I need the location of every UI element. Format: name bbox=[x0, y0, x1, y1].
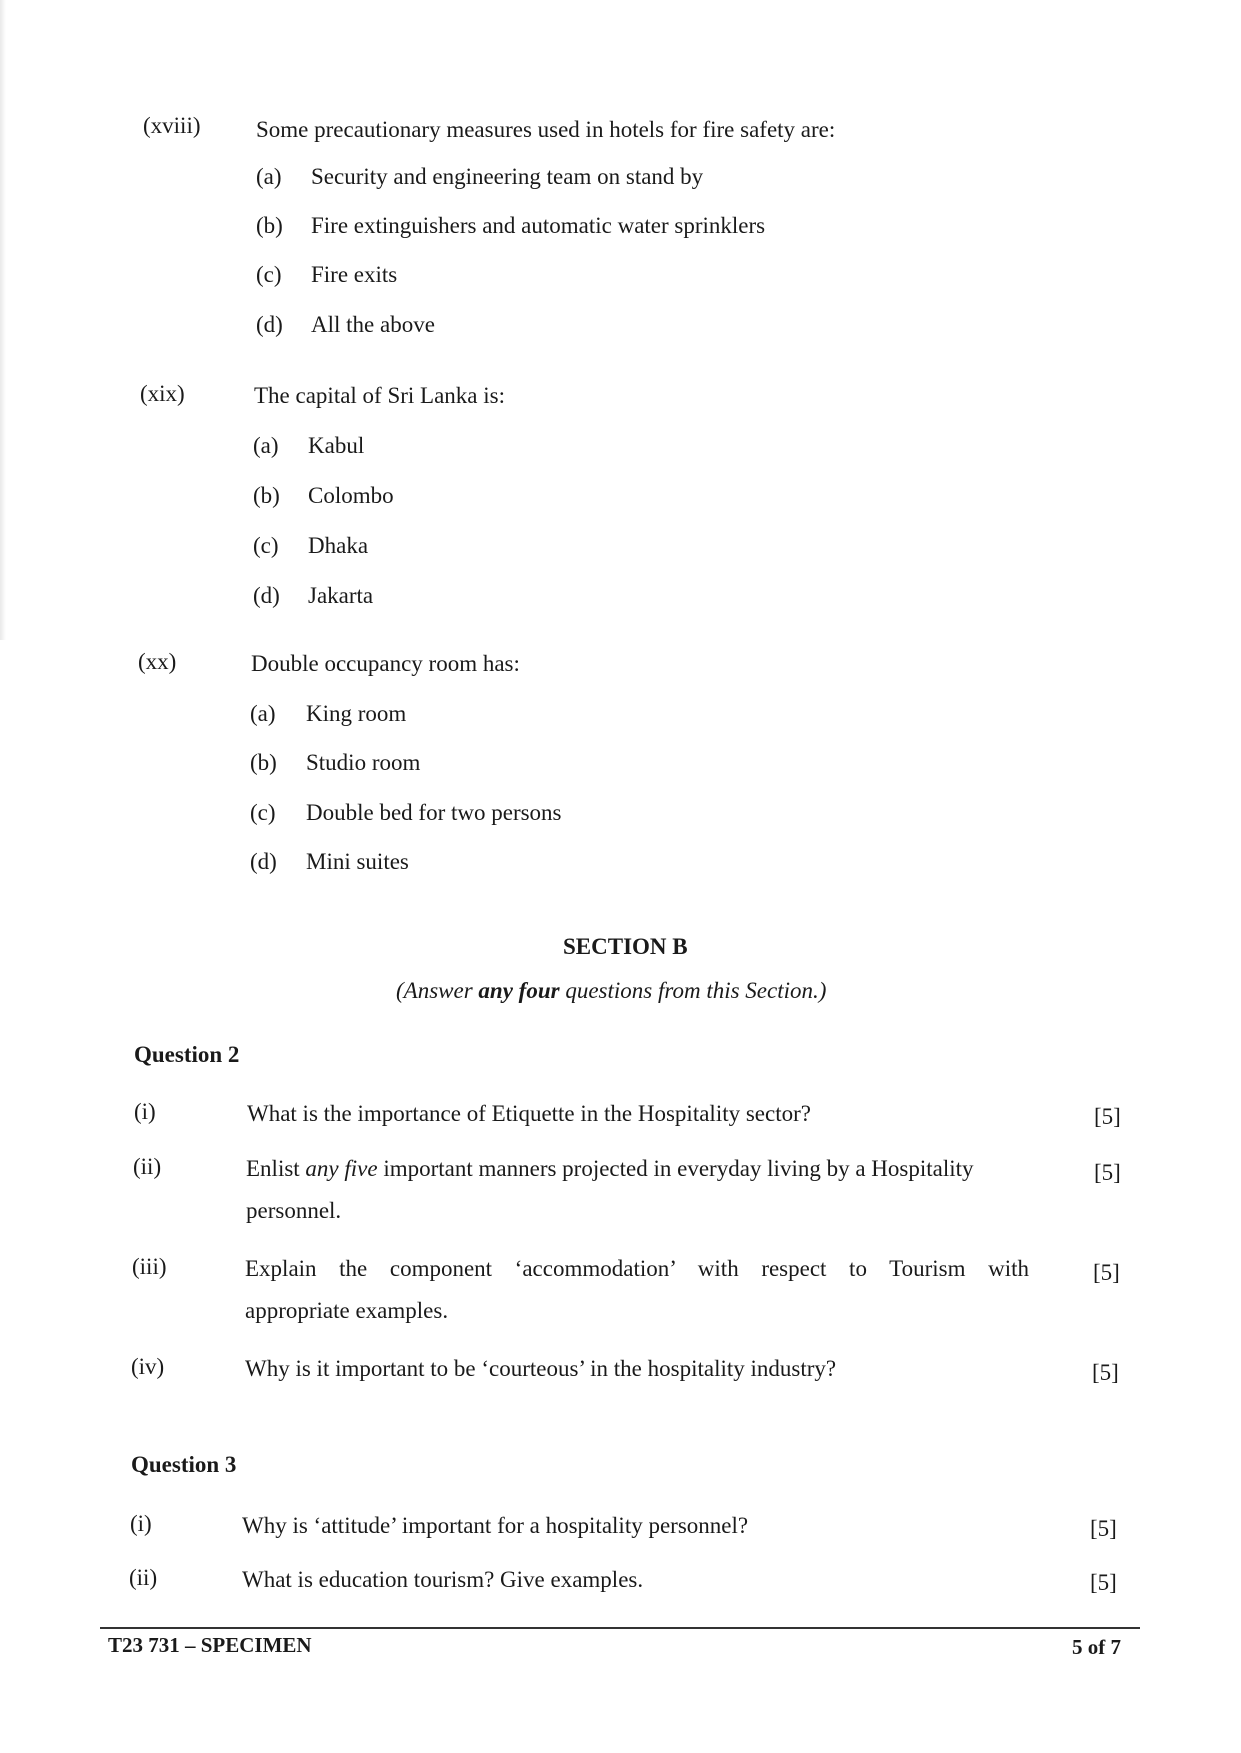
mcq-question: Double occupancy room has: bbox=[251, 651, 520, 676]
sub-question-text: Why is it important to be ‘courteous’ in the hospitality industry? bbox=[245, 1356, 837, 1381]
mcq-option-letter: (a) bbox=[256, 164, 282, 189]
mcq-option-text: Dhaka bbox=[308, 533, 369, 558]
mcq-option-letter: (b) bbox=[250, 750, 277, 775]
sub-question-number: (ii) bbox=[129, 1565, 158, 1590]
section-title: SECTION B bbox=[563, 934, 688, 959]
marks: [5] bbox=[1090, 1570, 1117, 1595]
mcq-question: Some precautionary measures used in hotels for fire safety are: bbox=[256, 117, 836, 142]
marks: [5] bbox=[1090, 1516, 1117, 1541]
mcq-option-text: Jakarta bbox=[308, 583, 374, 608]
sub-question-continuation: appropriate examples. bbox=[245, 1298, 449, 1323]
mcq-option-text: Mini suites bbox=[306, 849, 409, 874]
mcq-number: (xviii) bbox=[143, 113, 201, 138]
mcq-option-letter: (b) bbox=[253, 483, 280, 508]
mcq-question: The capital of Sri Lanka is: bbox=[254, 383, 506, 408]
sub-question-number: (iv) bbox=[131, 1354, 165, 1379]
sub-question-text: What is education tourism? Give examples. bbox=[242, 1567, 644, 1592]
sub-question-number: (iii) bbox=[132, 1254, 167, 1279]
mcq-option-letter: (b) bbox=[256, 213, 283, 238]
question-heading: Question 2 bbox=[134, 1042, 240, 1067]
paper-code: T23 731 – SPECIMEN bbox=[108, 1633, 312, 1657]
sub-question-text: Why is ‘attitude’ important for a hospitality personnel? bbox=[242, 1513, 749, 1538]
mcq-option-text: Fire extinguishers and automatic water sprinklers bbox=[311, 213, 766, 238]
sub-question-text: Enlist any five important manners projected in everyday living by a Hospitality bbox=[246, 1156, 974, 1181]
mcq-number: (xx) bbox=[138, 649, 177, 674]
sub-question-number: (i) bbox=[130, 1511, 152, 1536]
mcq-option-letter: (d) bbox=[250, 849, 277, 874]
mcq-option-text: Colombo bbox=[308, 483, 394, 508]
mcq-option-letter: (c) bbox=[250, 800, 276, 825]
sub-question-number: (ii) bbox=[133, 1154, 162, 1179]
question-heading: Question 3 bbox=[131, 1452, 237, 1477]
mcq-option-letter: (d) bbox=[256, 312, 283, 337]
sub-question-text: What is the importance of Etiquette in the Hospitality sector? bbox=[247, 1101, 811, 1126]
mcq-option-text: All the above bbox=[311, 312, 435, 337]
mcq-option-text: Studio room bbox=[306, 750, 421, 775]
marks: [5] bbox=[1094, 1104, 1121, 1129]
mcq-option-text: Kabul bbox=[308, 433, 365, 458]
mcq-option-letter: (a) bbox=[250, 701, 276, 726]
mcq-option-letter: (a) bbox=[253, 433, 279, 458]
sub-question-text: Explain the component ‘accommodation’ with respect to Tourism with bbox=[245, 1256, 1029, 1281]
mcq-option-text: King room bbox=[306, 701, 407, 726]
mcq-option-letter: (c) bbox=[256, 262, 282, 287]
scan-edge-shadow bbox=[0, 0, 6, 640]
mcq-number: (xix) bbox=[140, 381, 185, 406]
marks: [5] bbox=[1094, 1160, 1121, 1185]
marks: [5] bbox=[1093, 1260, 1120, 1285]
section-instruction: (Answer any four questions from this Section.) bbox=[396, 978, 827, 1003]
mcq-option-text: Fire exits bbox=[311, 262, 398, 287]
marks: [5] bbox=[1092, 1360, 1119, 1385]
mcq-option-text: Security and engineering team on stand by bbox=[311, 164, 704, 189]
sub-question-number: (i) bbox=[134, 1099, 156, 1124]
footer-rule bbox=[100, 1627, 1140, 1629]
mcq-option-letter: (c) bbox=[253, 533, 279, 558]
mcq-option-letter: (d) bbox=[253, 583, 280, 608]
sub-question-continuation: personnel. bbox=[246, 1198, 342, 1223]
page-number: 5 of 7 bbox=[1072, 1635, 1121, 1659]
mcq-option-text: Double bed for two persons bbox=[306, 800, 562, 825]
